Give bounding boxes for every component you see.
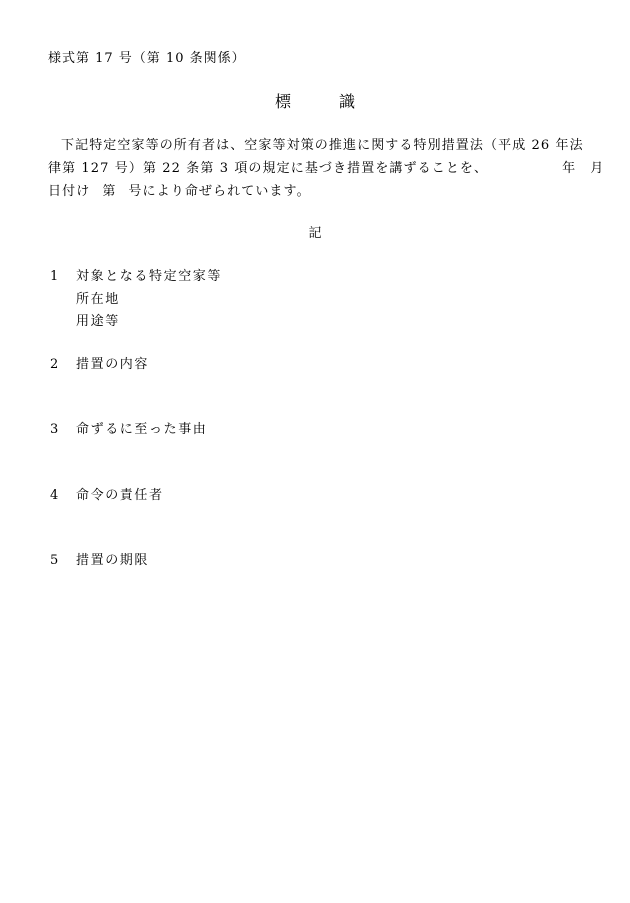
order-number-prefix: 第 [102,184,117,199]
item-label: 命令の責任者 [76,488,164,503]
item-label: 措置の内容 [76,357,150,372]
title-char-1: 標 [274,92,291,111]
title-char-2: 識 [339,92,356,111]
item-number: 4 [50,488,59,503]
paragraph-text-1: 下記特定空家等の所有者は、空家等対策の推進に関する特別措置法（平成 26 年法 [61,138,584,153]
ki-heading: 記 [308,226,322,241]
item-number: 3 [50,422,59,437]
item-label: 措置の期限 [76,553,150,568]
document-title [0,94,630,110]
form-number: 様式第 17 号（第 10 条関係） [48,51,246,66]
month-label: 月 [590,161,605,176]
item-number: 5 [50,553,59,568]
date-label: 日付け [48,184,91,199]
paragraph-text-3: 号により命ぜられています。 [128,184,311,199]
paragraph-line-3 [48,185,311,198]
item-label: 対象となる特定空家等 [76,269,223,284]
item-number: 1 [50,269,59,284]
year-label: 年 [562,161,577,176]
paragraph-line-1 [48,139,584,152]
item-sub-location: 所在地 [76,292,120,307]
paragraph-line-2 [48,162,604,175]
item-sub-use: 用途等 [76,314,120,329]
item-label: 命ずるに至った事由 [76,422,208,437]
paragraph-text-2: 律第 127 号）第 22 条第 3 項の規定に基づき措置を講ずることを、 [48,161,489,176]
item-number: 2 [50,357,59,372]
